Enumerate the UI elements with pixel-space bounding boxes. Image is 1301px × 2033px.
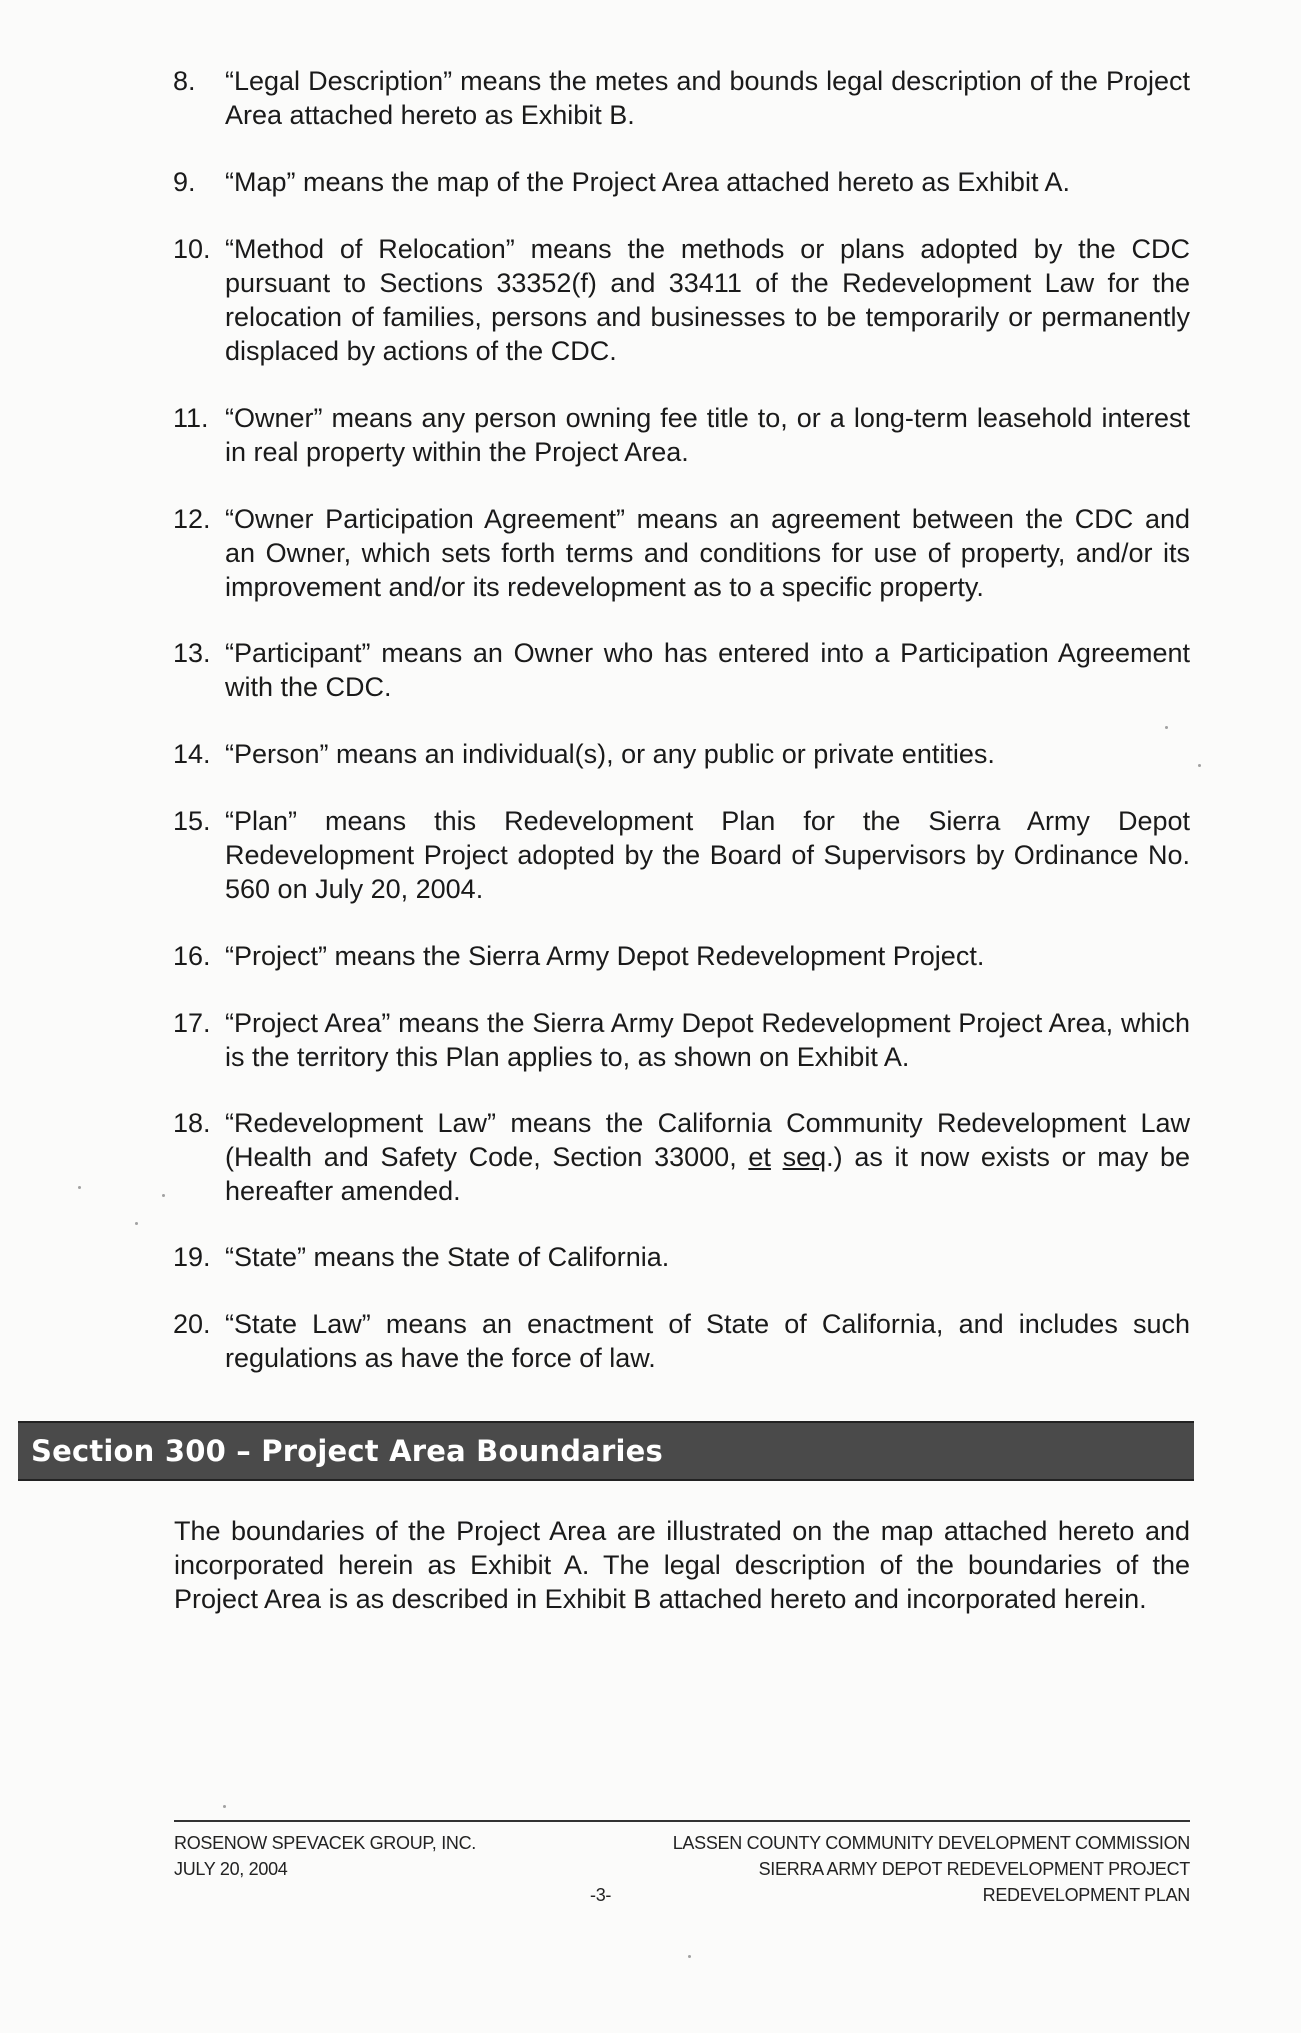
scan-speck [688,1955,691,1958]
definition-text: “State” means the State of California. [225,1242,670,1272]
definition-text: “Plan” means this Redevelopment Plan for the Sierra Army Depot Redevelopment Project adopted by the Board of Supervisors by Ordinance No. 560 on July 20, 2004. [225,806,1190,904]
definition-number: 10. [173,234,211,264]
definition-number: 14. [173,739,211,769]
definition-text: “Map” means the map of the Project Area attached hereto as Exhibit A. [225,167,1070,197]
scan-speck [78,1186,81,1189]
definition-number: 18. [173,1108,211,1138]
scan-speck [223,1805,226,1808]
scan-speck [1165,726,1168,729]
footer-date: JULY 20, 2004 [174,1859,288,1879]
scan-speck [135,1222,138,1225]
definition-text-part: .) as it now exists or may be hereafter amended. [225,1142,1190,1206]
footer-divider [174,1820,1190,1822]
definition-number: 11. [173,403,209,433]
definition-number: 15. [173,806,211,836]
footer-left [174,1830,476,1882]
definition-text-space [771,1142,783,1172]
section-title: Section 300 – Project Area Boundaries [31,1434,663,1468]
underlined-seq: seq [782,1142,827,1172]
definition-text: “Person” means an individual(s), or any public or private entities. [225,739,995,769]
footer-plan: REDEVELOPMENT PLAN [982,1885,1190,1905]
scan-speck [162,1194,165,1197]
definition-text: “Method of Relocation” means the methods or plans adopted by the CDC pursuant to Sections 33352(f) and 33411 of the Redevelopment Law for the relocation of families, persons and businesses to be temporarily or permanently displaced by actions of the CDC. [225,234,1190,366]
definition-text [225,1106,1190,1208]
definition-number: 20. [173,1309,211,1339]
definition-text: “Project” means the Sierra Army Depot Redevelopment Project. [225,941,985,971]
scan-speck [1198,764,1201,767]
footer-right [673,1830,1190,1908]
underlined-et: et [748,1142,771,1172]
definition-number: 9. [173,167,196,197]
footer-company: ROSENOW SPEVACEK GROUP, INC. [174,1833,476,1853]
definition-number: 19. [173,1242,211,1272]
definition-number: 13. [173,638,211,668]
section-body-text: The boundaries of the Project Area are illustrated on the map attached hereto and incorporated herein as Exhibit A. The legal description of the boundaries of the Project Area is as described in Exhibit B attached hereto and incorporated herein. [174,1516,1190,1614]
definition-text: “Owner Participation Agreement” means an agreement between the CDC and an Owner, which sets forth terms and conditions for use of property, and/or its improvement and/or its redevelopment as to a specific property. [225,504,1190,602]
footer-project: SIERRA ARMY DEPOT REDEVELOPMENT PROJECT [758,1859,1190,1879]
definition-text: “Project Area” means the Sierra Army Depot Redevelopment Project Area, which is the territory this Plan applies to, as shown on Exhibit A. [225,1008,1190,1072]
definition-number: 17. [173,1008,211,1038]
definition-text: “State Law” means an enactment of State of California, and includes such regulations as have the force of law. [225,1309,1190,1373]
definition-text: “Participant” means an Owner who has entered into a Participation Agreement with the CDC. [225,638,1190,702]
definition-text: “Legal Description” means the metes and bounds legal description of the Project Area attached hereto as Exhibit B. [225,66,1190,130]
definition-number: 16. [173,941,211,971]
page-number: -3- [590,1885,612,1905]
definition-text: “Owner” means any person owning fee title to, or a long-term leasehold interest in real property within the Project Area. [225,403,1190,467]
definition-number: 8. [173,66,196,96]
definition-number: 12. [173,504,211,534]
section-header-bar [18,1421,1194,1481]
footer-commission: LASSEN COUNTY COMMUNITY DEVELOPMENT COMMISSION [672,1833,1190,1853]
definition-text-part: “Redevelopment Law” means the California Community Redevelopment Law (Health and Safety Code, Section 33000, [225,1108,1190,1172]
